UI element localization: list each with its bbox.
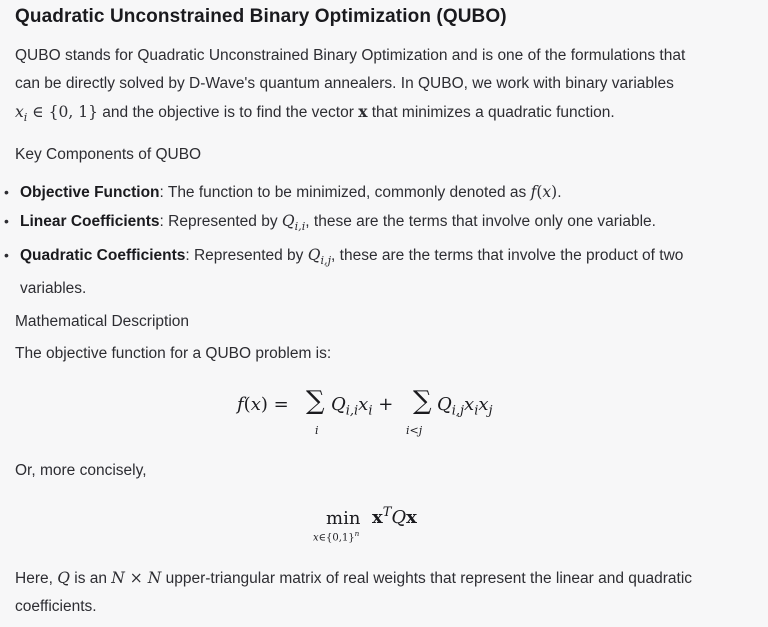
key-components-heading: Key Components of QUBO [15, 146, 202, 163]
list-item: • Objective Function: The function to be minimized, commonly denoted as f(x). [0, 178, 740, 207]
math-description-lead: The objective function for a QUBO problem is: [15, 345, 332, 362]
matrix-q-math: Q [57, 569, 70, 587]
list-item-term: Objective Function [20, 184, 160, 201]
intro-line-3-end: that minimizes a quadratic function. [367, 104, 615, 121]
closing-text-3: upper-triangular matrix of real weights that represent the linear and quadratic [161, 570, 693, 587]
concise-text: Or, more concisely, [15, 462, 147, 479]
closing-text-2: is an [69, 570, 112, 587]
closing-paragraph [15, 564, 735, 621]
vector-x-math: x [358, 102, 368, 121]
list-item-term: Quadratic Coefficients [20, 247, 186, 265]
quadratic-coefficient-math: $Q_{i,j}$ [307, 246, 332, 268]
page-title: Quadratic Unconstrained Binary Optimization (QUBO) [15, 6, 507, 27]
document-page: Quadratic Unconstrained Binary Optimization (QUBO) QUBO stands for Quadratic Unconstrained Binary Optimization and is one of the formulations that can be directly solved by D-Wave's quantum annealers. In QUBO, we work with binary variables $x_i$ ∈ {0, 1} and the objective is to find the vector x that minimizes a quadratic function. Key Components of QUBO • Objective Function: The function to be minimized, commonly denoted as f(x). • Linear Coefficients: Represented by $Q_{i,i}$, these are the terms that involve only one variable. • Quadratic Coefficients: Represented by $Q_{i,j}$, these are the terms that involve the product of two variables. Mathematical Description The objective function for a QUBO problem is: f(x) = ∑ i $Q_{i,i}x_i$ + ∑ i<j $Q_{i,j}x_ix_j$ Or, more concisely, min $x\in\{0,1\}^n$ $x^TQx$ Here, Q is an N × N upper-triangular matrix of real weights that represent the linear and quadratic coefficients. [0, 0, 768, 627]
list-item-text: : Represented by [185, 247, 308, 265]
bullet-icon: • [4, 213, 9, 229]
list-item [0, 241, 740, 303]
matrix-size-math: N × N [111, 569, 162, 587]
key-components-list [0, 178, 740, 303]
list-item-text-2: , these are the terms that involve the product of two [331, 247, 684, 265]
objective-function-math: f(x) [530, 183, 558, 201]
closing-line-1 [15, 564, 735, 593]
linear-coefficient-math: $Q_{i,i}$ [281, 212, 306, 234]
list-item-text: : Represented by [159, 213, 282, 230]
bullet-icon: • [4, 247, 9, 264]
list-item-text-2: , these are the terms that involve only one variable. [305, 213, 656, 230]
list-item-text-3: variables. [20, 280, 87, 298]
binary-variable-math: $x_i$ ∈ {0, 1} [15, 103, 98, 125]
bullet-icon: • [4, 184, 9, 200]
intro-paragraph [15, 42, 735, 132]
list-item [0, 207, 740, 241]
intro-line-3 [15, 98, 735, 132]
closing-line-2: coefficients. [15, 598, 97, 615]
closing-text-1: Here, [15, 570, 58, 587]
intro-line-1: QUBO stands for Quadratic Unconstrained Binary Optimization and is one of the formulations that [15, 47, 686, 64]
math-description-heading: Mathematical Description [15, 313, 190, 330]
list-item-term: Linear Coefficients [20, 213, 160, 230]
intro-line-3-text: and the objective is to find the vector [97, 104, 359, 121]
list-item-text: : The function to be minimized, commonly denoted as [159, 184, 531, 201]
intro-line-2: can be directly solved by D-Wave's quantum annealers. In QUBO, we work with binary variables [15, 75, 674, 92]
